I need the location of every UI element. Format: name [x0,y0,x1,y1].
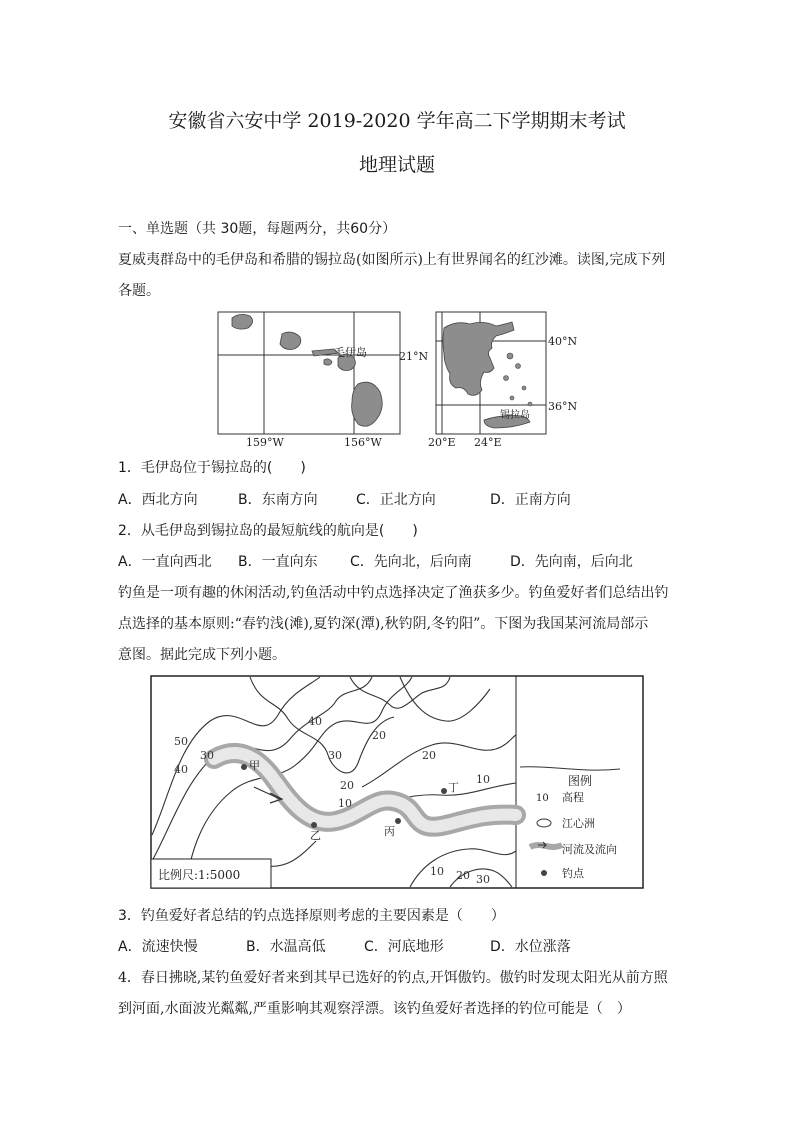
lanai-island [324,359,332,365]
section-heading: 一、单选题（共 30题，每题两分，共60分） [118,221,397,237]
legend-contour-value: 10 [536,793,549,804]
intro2-line2: 点选择的基本原则:“春钓浅(滩),夏钓深(潭),秋钓阴,冬钓阳”。下图为我国某河流局部示 [118,616,649,632]
q2-option-b[interactable]: B．一直向东 [238,554,318,570]
lon-24e-label: 24°E [474,436,502,449]
q1-option-c[interactable]: C．正北方向 [356,492,436,508]
contour-label: 30 [200,749,214,762]
lon-159w-label: 159°W [246,436,284,449]
intro2-line3: 意图。据此完成下列小题。 [118,647,286,663]
lon-156w-label: 156°W [344,436,382,449]
q3-option-c[interactable]: C．河底地形 [364,939,444,955]
q3-option-b[interactable]: B．水温高低 [246,939,326,955]
spot-label-jia: 甲 [249,759,260,772]
fishing-spot-ding [441,788,447,794]
kauai-island [232,314,253,329]
island-map-figure [212,308,582,454]
fishing-spot-jia [241,764,247,770]
fishing-spot-bing [395,818,401,824]
q2-option-a[interactable]: A．一直向西北 [118,554,212,570]
contour-label: 40 [308,715,322,728]
q2-stem: 2．从毛伊岛到锡拉岛的最短航线的航向是( ) [118,523,418,539]
contour-label: 20 [340,779,354,792]
spot-label-yi: 乙 [310,829,321,842]
exam-subject: 地理试题 [358,154,435,176]
lat-36-label: 36°N [548,400,578,413]
legend-spot-icon [541,870,547,876]
hawaii-island [352,382,383,426]
q1-option-b[interactable]: B．东南方向 [238,492,318,508]
thera-map-panel [428,312,577,449]
fishing-spot-yi [311,822,317,828]
lat-21-label: 21°N [399,350,429,363]
spot-label-ding: 丁 [448,781,459,794]
legend-elevation: 高程 [562,791,584,804]
aegean-islet [504,376,509,381]
aegean-islet [507,353,513,359]
contour-label: 30 [476,873,490,886]
contour-label: 20 [456,869,470,882]
contour-label: 20 [422,749,436,762]
lat-40-label: 40°N [548,335,578,348]
map-scale: 比例尺:1:5000 [158,868,241,882]
q1-stem: 1．毛伊岛位于锡拉岛的( ) [118,460,306,476]
q3-stem: 3．钓鱼爱好者总结的钓点选择原则考虑的主要因素是（ ） [118,908,505,924]
q2-option-d[interactable]: D．先向南，后向北 [510,554,633,570]
river-contour-map [150,675,644,890]
aegean-islet [516,364,521,369]
maui-map-panel [218,312,428,449]
legend-river: 河流及流向 [562,843,617,856]
greece-mainland [443,322,514,395]
contour-label: 30 [328,749,342,762]
contour-label: 10 [430,865,444,878]
legend-islet-icon [537,819,551,827]
lon-20e-label: 20°E [428,436,456,449]
legend-spot: 钓点 [562,867,584,880]
thera-label: 锡拉岛 [500,410,530,421]
q3-option-d[interactable]: D．水位涨落 [490,939,571,955]
spot-label-bing: 丙 [384,825,395,838]
legend-title: 图例 [568,774,593,788]
maui-label: 毛伊岛 [334,346,367,359]
aegean-islet [528,402,532,406]
intro1-line1: 夏威夷群岛中的毛伊岛和希腊的锡拉岛(如图所示)上有世界闻名的红沙滩。读图,完成下列 [118,252,666,268]
intro1-line2: 各题。 [118,283,160,299]
intro2-line1: 钓鱼是一项有趣的休闲活动,钓鱼活动中钓点选择决定了渔获多少。钓鱼爱好者们总结出钓 [118,585,669,601]
exam-title: 安徽省六安中学 2019-2020 学年高二下学期期末考试 [168,110,626,132]
legend-islet: 江心洲 [562,817,595,830]
q3-option-a[interactable]: A．流速快慢 [118,939,198,955]
contour-label: 20 [372,729,386,742]
q4-stem-line2: 到河面,水面波光粼粼,严重影响其观察浮漂。该钓鱼爱好者选择的钓位可能是（ ） [118,1001,631,1017]
aegean-islet [522,386,526,390]
q1-option-d[interactable]: D．正南方向 [490,492,571,508]
q2-option-c[interactable]: C．先向北，后向南 [350,554,472,570]
contour-label: 10 [476,773,490,786]
contour-label: 50 [174,735,188,748]
contour-label: 40 [174,763,188,776]
q4-stem-line1: 4．春日拂晓,某钓鱼爱好者来到其早已选好的钓点,开饵傲钓。傲钓时发现太阳光从前方照 [118,970,668,986]
oahu-island [280,332,301,349]
q1-option-a[interactable]: A．西北方向 [118,492,198,508]
thera-island [510,396,514,400]
contour-label: 10 [338,797,352,810]
